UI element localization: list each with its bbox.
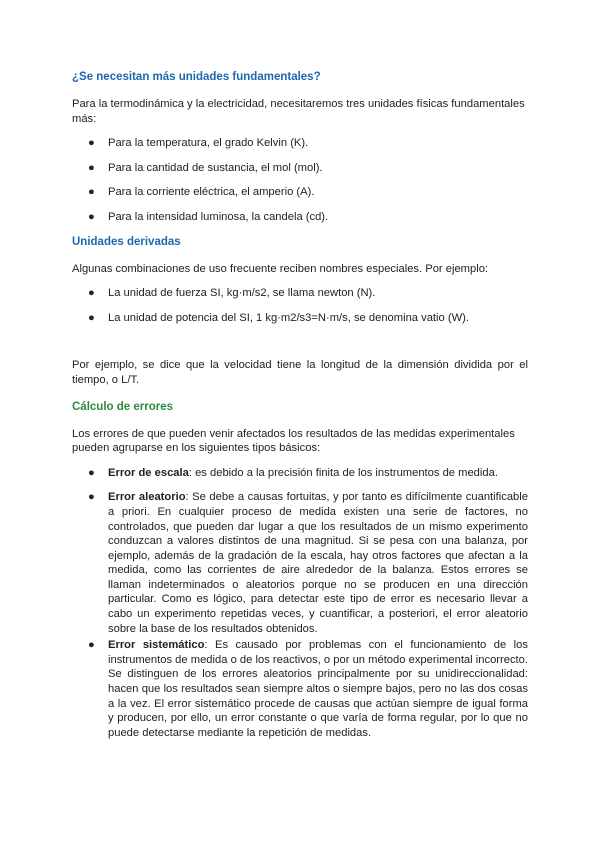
list-item: ● Para la temperatura, el grado Kelvin (K).	[88, 137, 309, 150]
section-heading-error-calculation: Cálculo de errores	[72, 400, 173, 413]
list-item: ● Para la cantidad de sustancia, el mol (mol).	[88, 161, 323, 174]
bullet-icon: ●	[88, 491, 95, 504]
section-heading-derived-units: Unidades derivadas	[72, 235, 181, 248]
bullet-icon: ●	[88, 287, 95, 300]
paragraph-errors-intro: Los errores de que pueden venir afectados los resultados de las medidas experimentales pueden agruparse en los siguientes tipos básicos:	[72, 427, 515, 455]
bullet-icon: ●	[88, 186, 95, 199]
bullet-icon: ●	[88, 161, 95, 174]
list-item: ● Para la corriente eléctrica, el amperio (A).	[88, 186, 315, 199]
paragraph-derived-intro: Algunas combinaciones de uso frecuente reciben nombres especiales. Por ejemplo:	[72, 262, 489, 275]
paragraph-velocity-example: Por ejemplo, se dice que la velocidad tiene la longitud de la dimensión dividida por el tiempo, o L/T.	[72, 359, 528, 386]
list-item-systematic-error: ● Error sistemático: Es causado por problemas con el funcionamiento de los instrumentos de medida o de los reactivos, o por un método experimental incorrecto. Se distinguen de los errores aleatorios principalmente por su unidireccionalidad: hacen que los resultados sean siempre altos o siempre bajos, pero no las dos cosas a la vez. El error sistemático procede de causas que actúan siempre de igual forma y producen, por ello, un error constante o que varía de forma regular, por lo que no puede detectarse mediante la repetición de medidas.	[88, 639, 528, 739]
list-error-types	[72, 466, 528, 741]
bullet-icon: ●	[88, 466, 95, 479]
list-item: ● Para la intensidad luminosa, la candela (cd).	[88, 210, 329, 223]
list-item: ● La unidad de potencia del SI, 1 kg·m2/s3=N·m/s, se denomina vatio (W).	[88, 311, 469, 324]
section-heading-fundamental-units: ¿Se necesitan más unidades fundamentales?	[72, 71, 321, 83]
list-derived-units	[72, 286, 528, 325]
list-fundamental-units	[72, 136, 528, 224]
paragraph-intro: Para la termodinámica y la electricidad, necesitaremos tres unidades físicas fundamentales más:	[72, 98, 525, 125]
bullet-icon: ●	[88, 210, 95, 223]
list-item-random-error: ● Error aleatorio: Se debe a causas fortuitas, y por tanto es difícilmente cuantificable a priori. En cualquier proceso de medida existen una serie de factores, no controlados, que pueden dar lugar a que los resultados de un mismo experimento conduzcan a valores distintos de una magnitud. Si se pesa con una balanza, por ejemplo, además de la gradación de la escala, hay otros factores que afectan a la medida, como las corrientes de aire alrededor de la balanza. Estos errores se llaman indeterminados o aleatorios porque no se producen en una dirección particular. Como es lógico, para detectar este tipo de error es necesario llevar a cabo un experimento repetidas veces, y cuantificar, a posteriori, el error aleatorio sobre la base de los resultados obtenidos.	[88, 491, 528, 635]
bullet-icon: ●	[88, 639, 95, 652]
list-item: ● La unidad de fuerza SI, kg·m/s2, se llama newton (N).	[88, 287, 376, 300]
bullet-icon: ●	[88, 311, 95, 324]
document-page	[72, 70, 528, 740]
list-item-scale-error: ● Error de escala: es debido a la precisión finita de los instrumentos de medida.	[88, 466, 498, 479]
bullet-icon: ●	[88, 137, 95, 150]
